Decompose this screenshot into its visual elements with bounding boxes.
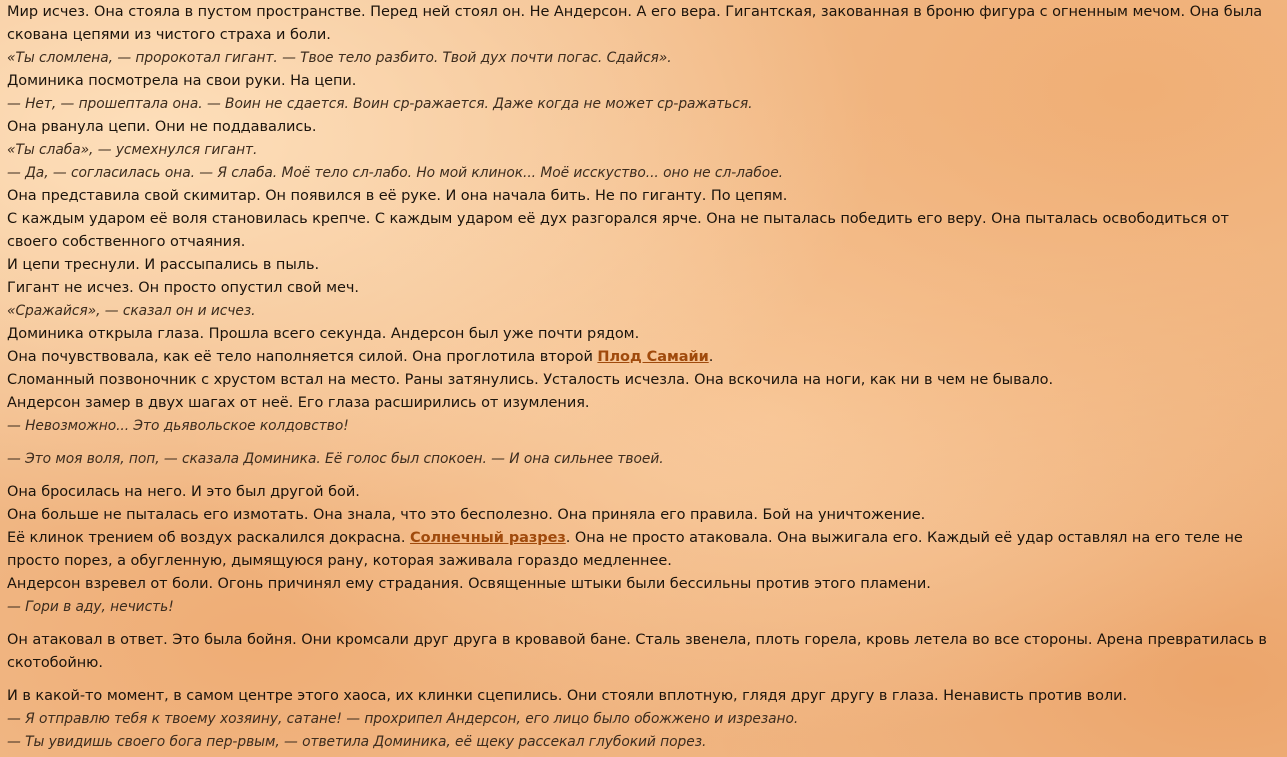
narration-paragraph: Гигант не исчез. Он просто опустил свой меч.: [7, 280, 359, 296]
dialogue-paragraph: «Ты сломлена, — пророкотал гигант. — Твое тело разбито. Твой дух почти погас. Сдайся».: [7, 50, 672, 66]
dialogue-paragraph: — Невозможно... Это дьявольское колдовство!: [7, 418, 349, 434]
after-text: . Она не просто атаковала. Она выжигала его. Каждый её удар оставлял на его теле не просто порез, а обугленную, дымящуюся рану, которая заживала гораздо медленнее.: [7, 530, 1243, 569]
after-text: .: [708, 349, 714, 365]
dialogue-paragraph: «Сражайся», — сказал он и исчез.: [7, 303, 256, 319]
dialogue-paragraph: — Да, — согласилась она. — Я слаба. Моё тело сл-лабо. Но мой клинок... Моё исскуство... оно не сл-лабое.: [7, 165, 783, 181]
narration-paragraph: Мир исчез. Она стояла в пустом пространстве. Перед ней стоял он. Не Андерсон. А его вера. Гигантская, закованная в броню фигура с огненным мечом. Она была скована цепями из чистого страха и боли.: [7, 4, 1263, 43]
dialogue-paragraph: — Это моя воля, поп, — сказала Доминика. Её голос был спокоен. — И она сильнее твоей.: [7, 451, 664, 467]
narration-paragraph: [7, 346, 1277, 369]
narration-paragraph: [7, 527, 1277, 573]
dialogue-paragraph: — Я отправлю тебя к твоему хозяину, сатане! — прохрипел Андерсон, его лицо было обожжено и изрезано.: [7, 711, 799, 727]
glossary-link[interactable]: Плод Самайи: [597, 349, 709, 365]
dialogue-paragraph: — Гори в аду, нечисть!: [7, 599, 174, 615]
narration-paragraph: Доминика открыла глаза. Прошла всего секунда. Андерсон был уже почти рядом.: [7, 326, 640, 342]
narration-paragraph: И в какой-то момент, в самом центре этого хаоса, их клинки сцепились. Они стояли вплотную, глядя друг другу в глаза. Ненависть против воли.: [7, 688, 1128, 704]
dialogue-paragraph: — Нет, — прошептала она. — Воин не сдается. Воин ср-ражается. Даже когда не может ср-ражаться.: [7, 96, 753, 112]
narration-paragraph: Андерсон взревел от боли. Огонь причинял ему страдания. Освященные штыки были бессильны против этого пламени.: [7, 576, 931, 592]
before-text: Её клинок трением об воздух раскалился докрасна.: [7, 530, 410, 546]
narration-paragraph: Андерсон замер в двух шагах от неё. Его глаза расширились от изумления.: [7, 395, 590, 411]
narration-paragraph: Она рванула цепи. Они не поддавались.: [7, 119, 317, 135]
before-text: Она почувствовала, как её тело наполняется силой. Она проглотила второй: [7, 349, 598, 365]
narration-paragraph: Она бросилась на него. И это был другой бой.: [7, 484, 360, 500]
narration-paragraph: Она больше не пыталась его измотать. Она знала, что это бесполезно. Она приняла его правила. Бой на уничтожение.: [7, 507, 926, 523]
dialogue-paragraph: — Ты увидишь своего бога пер-рвым, — ответила Доминика, её щеку рассекал глубокий порез.: [7, 734, 707, 750]
narration-paragraph: Она представила свой скимитар. Он появился в её руке. И она начала бить. Не по гиганту. По цепям.: [7, 188, 788, 204]
narration-paragraph: С каждым ударом её воля становилась крепче. С каждым ударом её дух разгорался ярче. Она не пыталась победить его веру. Она пыталась освободиться от своего собственного отчаяния.: [7, 211, 1229, 250]
narration-paragraph: Он атаковал в ответ. Это была бойня. Они кромсали друг друга в кровавой бане. Сталь звенела, плоть горела, кровь летела во все стороны. Арена превратилась в скотобойню.: [7, 632, 1267, 671]
narration-paragraph: Доминика посмотрела на свои руки. На цепи.: [7, 73, 357, 89]
dialogue-paragraph: «Ты слаба», — усмехнулся гигант.: [7, 142, 258, 158]
narration-paragraph: Сломанный позвоночник с хрустом встал на место. Раны затянулись. Усталость исчезла. Она вскочила на ноги, как ни в чем не бывало.: [7, 372, 1054, 388]
glossary-link[interactable]: Солнечный разрез: [409, 530, 566, 546]
narration-paragraph: И цепи треснули. И рассыпались в пыль.: [7, 257, 320, 273]
